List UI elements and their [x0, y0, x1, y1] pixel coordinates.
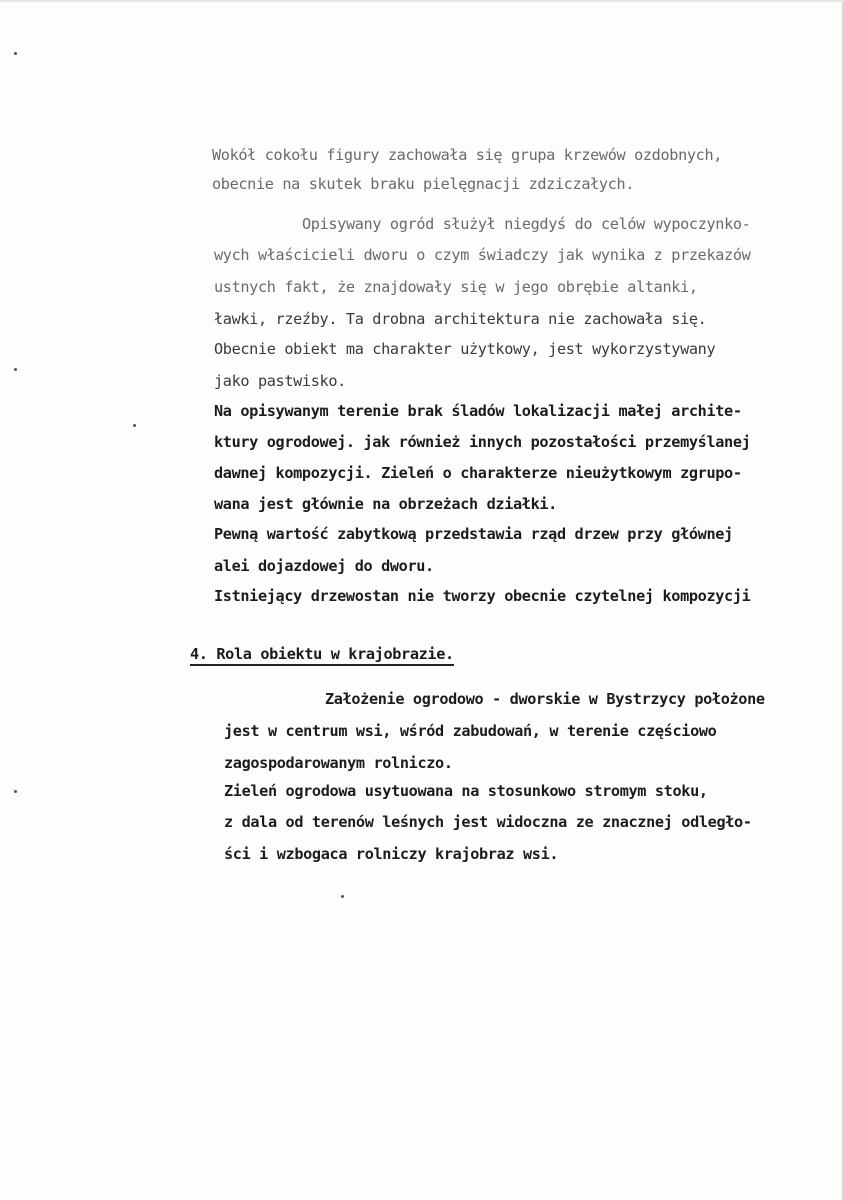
section-heading: 4. Rola obiektu w krajobrazie.	[190, 645, 454, 666]
text-line: ustnych fakt, że znajdowały się w jego obrębie altanki,	[214, 278, 698, 296]
text-line: jest w centrum wsi, wśród zabudowań, w terenie częściowo	[224, 722, 717, 740]
text-line: jako pastwisko.	[214, 372, 346, 390]
text-line: obecnie na skutek braku pielęgnacji zdziczałych.	[212, 175, 635, 193]
text-line: alei dojazdowej do dworu.	[214, 557, 434, 575]
scan-speck	[14, 790, 17, 793]
scan-top-edge	[0, 0, 844, 2]
text-line: Zieleń ogrodowa usytuowana na stosunkowo stromym stoku,	[224, 782, 708, 800]
text-line: wych właścicieli dworu o czym świadczy jak wynika z przekazów	[214, 246, 751, 264]
scan-speck	[341, 895, 344, 898]
text-line: ści i wzbogaca rolniczy krajobraz wsi.	[224, 845, 559, 863]
text-line: Obecnie obiekt ma charakter użytkowy, jest wykorzystywany	[214, 340, 716, 358]
text-line: Na opisywanym terenie brak śladów lokalizacji małej archite-	[214, 402, 742, 420]
text-line: Opisywany ogród służył niegdyś do celów wypoczynko-	[302, 215, 751, 233]
text-line: dawnej kompozycji. Zieleń o charakterze nieużytkowym zgrupo-	[214, 464, 742, 482]
text-line: Pewną wartość zabytkową przedstawia rząd drzew przy głównej	[214, 525, 733, 543]
scan-speck	[14, 52, 17, 55]
text-line: Wokół cokołu figury zachowała się grupa krzewów ozdobnych,	[212, 146, 723, 164]
text-line: Założenie ogrodowo - dworskie w Bystrzycy położone	[325, 690, 765, 708]
scan-speck	[133, 424, 136, 427]
text-line: wana jest głównie na obrzeżach działki.	[214, 495, 557, 513]
text-line: zagospodarowanym rolniczo.	[224, 754, 453, 772]
text-line: ławki, rzeźby. Ta drobna architektura nie zachowała się.	[214, 310, 707, 328]
text-line: ktury ogrodowej. jak również innych pozostałości przemyślanej	[214, 433, 751, 451]
scan-speck	[14, 368, 17, 371]
text-line: Istniejący drzewostan nie tworzy obecnie czytelnej kompozycji	[214, 587, 751, 605]
text-line: z dala od terenów leśnych jest widoczna ze znacznej odległo-	[224, 813, 752, 831]
